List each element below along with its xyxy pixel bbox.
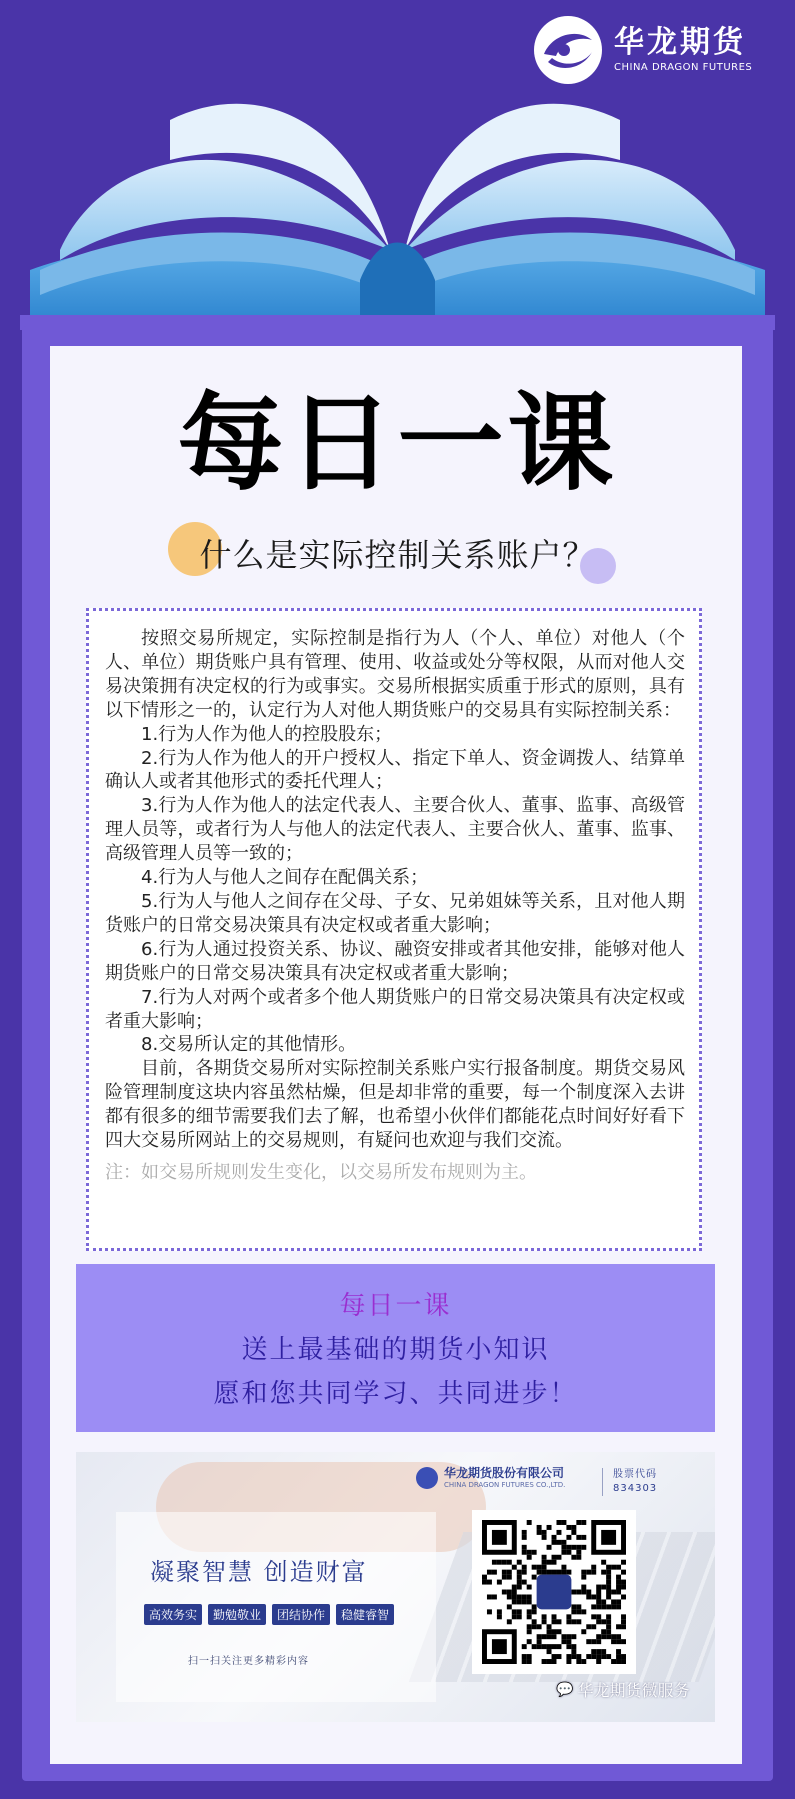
rule-item-6: 6.行为人通过投资关系、协议、融资安排或者其他安排，能够对他人期货账户的日常交易决策具有决定权或者重大影响； <box>105 938 685 984</box>
qr-code-icon <box>482 1520 626 1664</box>
closing-paragraph: 目前，各期货交易所对实际控制关系账户实行报备制度。期货交易风险管理制度这块内容虽然枯燥，但是却非常的重要，每一个制度深入去讲都有很多的细节需要我们去了解，也希望小伙伴们都能花点时间好好看下四大交易所网站上的交易规则，有疑问也欢迎与我们交流。 <box>105 1058 685 1152</box>
article-content <box>86 608 702 1251</box>
open-book-illustration <box>20 80 775 330</box>
stock-code: 834303 <box>613 1483 658 1494</box>
brand-name-cn: 华龙期货 <box>614 25 746 60</box>
rule-item-1: 1.行为人作为他人的控股股东； <box>141 723 393 745</box>
slogan-line-3: 愿和您共同学习、共同进步！ <box>213 1379 578 1409</box>
ad-tag: 勤勉敬业 <box>208 1604 266 1625</box>
ad-tag: 高效务实 <box>144 1604 202 1625</box>
wechat-account <box>556 1678 689 1701</box>
wechat-account-name: 华龙期货微服务 <box>577 1681 690 1700</box>
ad-company-name: 华龙期货股份有限公司 <box>444 1466 565 1480</box>
brand-logo <box>534 14 782 86</box>
dragon-logo-icon <box>534 16 602 84</box>
ad-tag: 团结协作 <box>272 1604 330 1625</box>
ad-company-name-en: CHINA DRAGON FUTURES CO.,LTD. <box>444 1481 566 1489</box>
company-ad-banner <box>76 1452 715 1722</box>
rule-item-2: 2.行为人作为他人的开户授权人、指定下单人、资金调拨人、结算单确认人或者其他形式的委托代理人； <box>105 747 685 793</box>
slogan-line-2: 送上最基础的期货小知识 <box>241 1335 550 1365</box>
slogan-banner <box>76 1264 715 1432</box>
intro-paragraph: 按照交易所规定，实际控制是指行为人（个人、单位）对他人（个人、单位）期货账户具有管理、使用、收益或处分等权限，从而对他人交易决策拥有决定权的行为或事实。交易所根据实质重于形式的原则，具有以下情形之一的，认定行为人对他人期货账户的交易具有实际控制关系： <box>105 628 685 721</box>
page-subtitle: 什么是实际控制关系账户？ <box>199 536 596 574</box>
ad-stock-block <box>602 1468 657 1496</box>
qr-code[interactable] <box>472 1510 636 1674</box>
ad-scan-hint: 扫一扫关注更多精彩内容 <box>188 1656 309 1667</box>
rule-item-8: 8.交易所认定的其他情形。 <box>141 1034 357 1056</box>
rule-item-4: 4.行为人与他人之间存在配偶关系； <box>141 867 429 889</box>
rule-item-3: 3.行为人作为他人的法定代表人、主要合伙人、董事、监事、高级管理人员等，或者行为人与他人的法定代表人、主要合伙人、董事、监事、高级管理人员等一致的； <box>105 795 685 865</box>
rule-item-7: 7.行为人对两个或者多个他人期货账户的日常交易决策具有决定权或者重大影响； <box>105 986 685 1032</box>
ad-motto: 凝聚智慧 创造财富 <box>150 1558 368 1586</box>
wechat-icon: 💬 <box>556 1681 574 1698</box>
slogan-line-1: 每日一课 <box>339 1291 452 1321</box>
company-logo-icon <box>416 1467 438 1489</box>
stock-label: 股票代码 <box>613 1469 657 1480</box>
ad-company-block <box>416 1466 565 1490</box>
note-text: 注：如交易所规则发生变化，以交易所发布规则为主。 <box>105 1161 537 1183</box>
brand-name-en: CHINA DRAGON FUTURES <box>614 62 753 73</box>
rule-item-5: 5.行为人与他人之间存在父母、子女、兄弟姐妹等关系，且对他人期货账户的日常交易决策具有决定权或者重大影响； <box>105 890 685 936</box>
ad-tags <box>144 1604 394 1625</box>
ad-tag: 稳健睿智 <box>336 1604 394 1625</box>
page-title: 每日一课 <box>177 382 618 505</box>
